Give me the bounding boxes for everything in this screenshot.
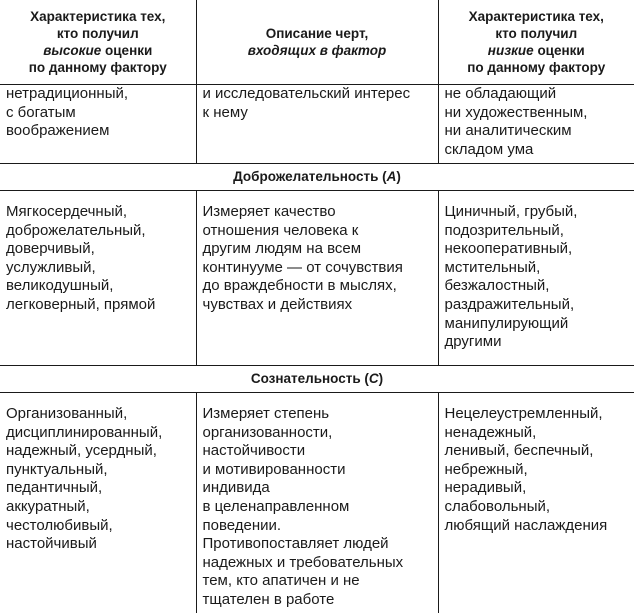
cell-text-line: Организованный, (6, 405, 190, 424)
cell-text-line: чувствах и действиях (203, 296, 432, 315)
cell-text-line: любящий наслаждения (445, 517, 629, 536)
cell-text-line: другим людям на всем (203, 240, 432, 259)
cell-text-line: манипулирующий (445, 315, 629, 334)
table-row-openness-continued (0, 85, 634, 164)
cell-text-line: континууме — от сочувствия (203, 259, 432, 278)
cell-text-line: тщателен в работе (203, 591, 432, 610)
cell-text-line: легковерный, прямой (6, 296, 190, 315)
cell-text-line: складом ума (445, 141, 629, 160)
cell-text-line: до враждебности в мыслях, (203, 277, 432, 296)
cell-description (196, 191, 438, 366)
cell-text-line: и исследовательский интерес (203, 85, 432, 104)
cell-text-line: услужливый, (6, 259, 190, 278)
cell-text-line: не обладающий (445, 85, 629, 104)
cell-text-line: надежных и требовательных (203, 554, 432, 573)
cell-text-line: с богатым (6, 104, 190, 123)
cell-text-line: педантичный, (6, 479, 190, 498)
section-header-conscientiousness: Сознательность (C) (0, 366, 634, 393)
cell-text-line: ни аналитическим (445, 122, 629, 141)
cell-text-line: отношения человека к (203, 222, 432, 241)
cell-low (438, 85, 634, 164)
cell-text-line: пунктуальный, (6, 461, 190, 480)
cell-text-line: безжалостный, (445, 277, 629, 296)
cell-text-line: великодушный, (6, 277, 190, 296)
cell-low (438, 191, 634, 366)
cell-low (438, 393, 634, 613)
cell-text-line: небрежный, (445, 461, 629, 480)
cell-high (0, 191, 196, 366)
cell-text-line: другими (445, 333, 629, 352)
cell-text-line: подозрительный, (445, 222, 629, 241)
cell-text-line: настойчивости (203, 442, 432, 461)
cell-text-line: тем, кто апатичен и не (203, 572, 432, 591)
cell-text-line: организованности, (203, 424, 432, 443)
cell-text-line: настойчивый (6, 535, 190, 554)
cell-text-line: воображением (6, 122, 190, 141)
cell-text-line: аккуратный, (6, 498, 190, 517)
cell-text-line: слабовольный, (445, 498, 629, 517)
cell-text-line: ленивый, беспечный, (445, 442, 629, 461)
cell-text-line: ненадежный, (445, 424, 629, 443)
cell-text-line: ни художественным, (445, 104, 629, 123)
cell-text-line: надежный, усердный, (6, 442, 190, 461)
cell-text-line: мстительный, (445, 259, 629, 278)
cell-text-line: в целенаправленном (203, 498, 432, 517)
header-low-scores: Характеристика тех, кто получил низкие оценки по данному фактору (438, 0, 634, 85)
cell-text-line: Нецелеустремленный, (445, 405, 629, 424)
section-header-agreeableness: Доброжелательность (A) (0, 164, 634, 191)
cell-text-line: честолюбивый, (6, 517, 190, 536)
cell-text-line: Противопоставляет людей (203, 535, 432, 554)
cell-text-line: Измеряет степень (203, 405, 432, 424)
header-high-scores: Характеристика тех, кто получил высокие оценки по данному фактору (0, 0, 196, 85)
cell-description (196, 393, 438, 613)
cell-high (0, 393, 196, 613)
table-row-agreeableness (0, 191, 634, 366)
table-header-row (0, 0, 634, 85)
cell-text-line: нерадивый, (445, 479, 629, 498)
cell-text-line: дисциплинированный, (6, 424, 190, 443)
table-row-conscientiousness (0, 393, 634, 613)
cell-text-line: поведении. (203, 517, 432, 536)
cell-description (196, 85, 438, 164)
cell-high (0, 85, 196, 164)
cell-text-line: к нему (203, 104, 432, 123)
cell-text-line: доброжелательный, (6, 222, 190, 241)
header-description: Описание черт, входящих в фактор (196, 0, 438, 85)
cell-text-line: и мотивированности (203, 461, 432, 480)
cell-text-line: Циничный, грубый, (445, 203, 629, 222)
cell-text-line: некооперативный, (445, 240, 629, 259)
cell-text-line: доверчивый, (6, 240, 190, 259)
cell-text-line: раздражительный, (445, 296, 629, 315)
cell-text-line: нетрадиционный, (6, 85, 190, 104)
cell-text-line: индивида (203, 479, 432, 498)
cell-text-line: Мягкосердечный, (6, 203, 190, 222)
cell-text-line: Измеряет качество (203, 203, 432, 222)
